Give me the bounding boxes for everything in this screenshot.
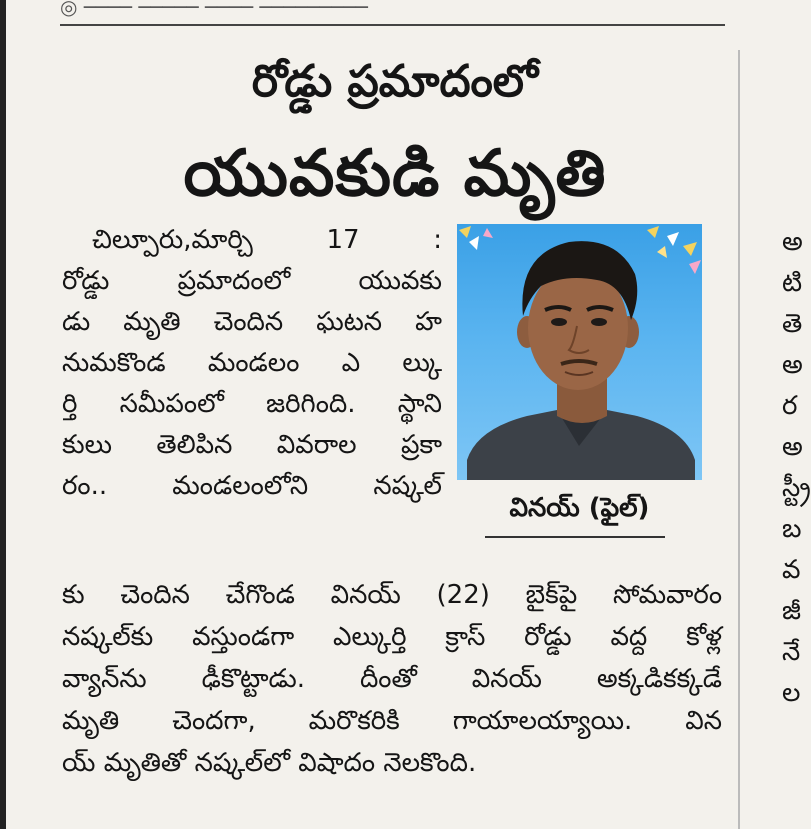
previous-article-fragment: ◎ ──── ───── ──── ───────── [60,0,368,19]
fragment-char: వ [782,555,801,585]
body-line: వ్యాన్‌ను ఢీకొట్టాడు. దీంతో వినయ్ అక్కడికక్కడే [62,664,722,694]
top-divider [60,24,725,26]
body-line: రం.. మండలంలోని నష్కల్ [62,471,442,501]
fragment-char: అ [782,350,803,380]
fragment-char: స్ట్రీ [782,473,811,503]
body-line: కులు తెలిపిన వివరాల ప్రకా [62,430,442,460]
fragment-char: అ [782,432,803,462]
article-body-wide [62,574,722,784]
fragment-char: అ [782,227,803,257]
body-line: నుమకొండ మండలం ఎ ల్కు [62,348,442,378]
body-line: రోడ్డు ప్రమాదంలో యువకు [62,266,442,296]
body-line: ర్తి సమీపంలో జరిగింది. స్థాని [62,389,442,419]
fragment-char: ర [782,391,798,421]
portrait-photo [457,224,702,480]
fragment-char: జీ [782,596,802,626]
article-body-narrow [62,220,442,507]
body-line: డు మృతి చెందిన ఘటన హ [62,307,442,337]
fragment-char: టి [782,268,803,298]
headline-kicker: రోడ్డు ప్రమాదంలో [251,56,539,107]
fragment-char: నే [782,637,801,667]
body-line: య్ మృతితో నష్కల్‌లో విషాదం నెలకొంది. [62,748,477,778]
fragment-char: తె [782,309,803,339]
photo-caption: వినయ్ (ఫైల్) [509,493,650,523]
fragment-char: బ [782,514,802,544]
body-line: చిల్పూరు,మార్చి 17 : [92,225,442,255]
column-divider [738,50,740,829]
page-edge-rule [0,0,6,829]
body-line: నష్కల్‌కు వస్తుండగా ఎల్కుర్తి క్రాస్ రోడ్డు వద్ద కోళ్ల [62,622,722,652]
headline-main: యువకుడి మృతి [183,137,607,211]
adjacent-column-fragment [782,222,811,714]
fragment-char: ల [782,678,801,708]
body-line: కు చెందిన చేగొండ వినయ్ (22) బైక్‌పై సోమవారం [62,580,722,610]
caption-underline [485,536,665,538]
body-line: మృతి చెందగా, మరొకరికి గాయాలయ్యాయి. విన [62,706,722,736]
